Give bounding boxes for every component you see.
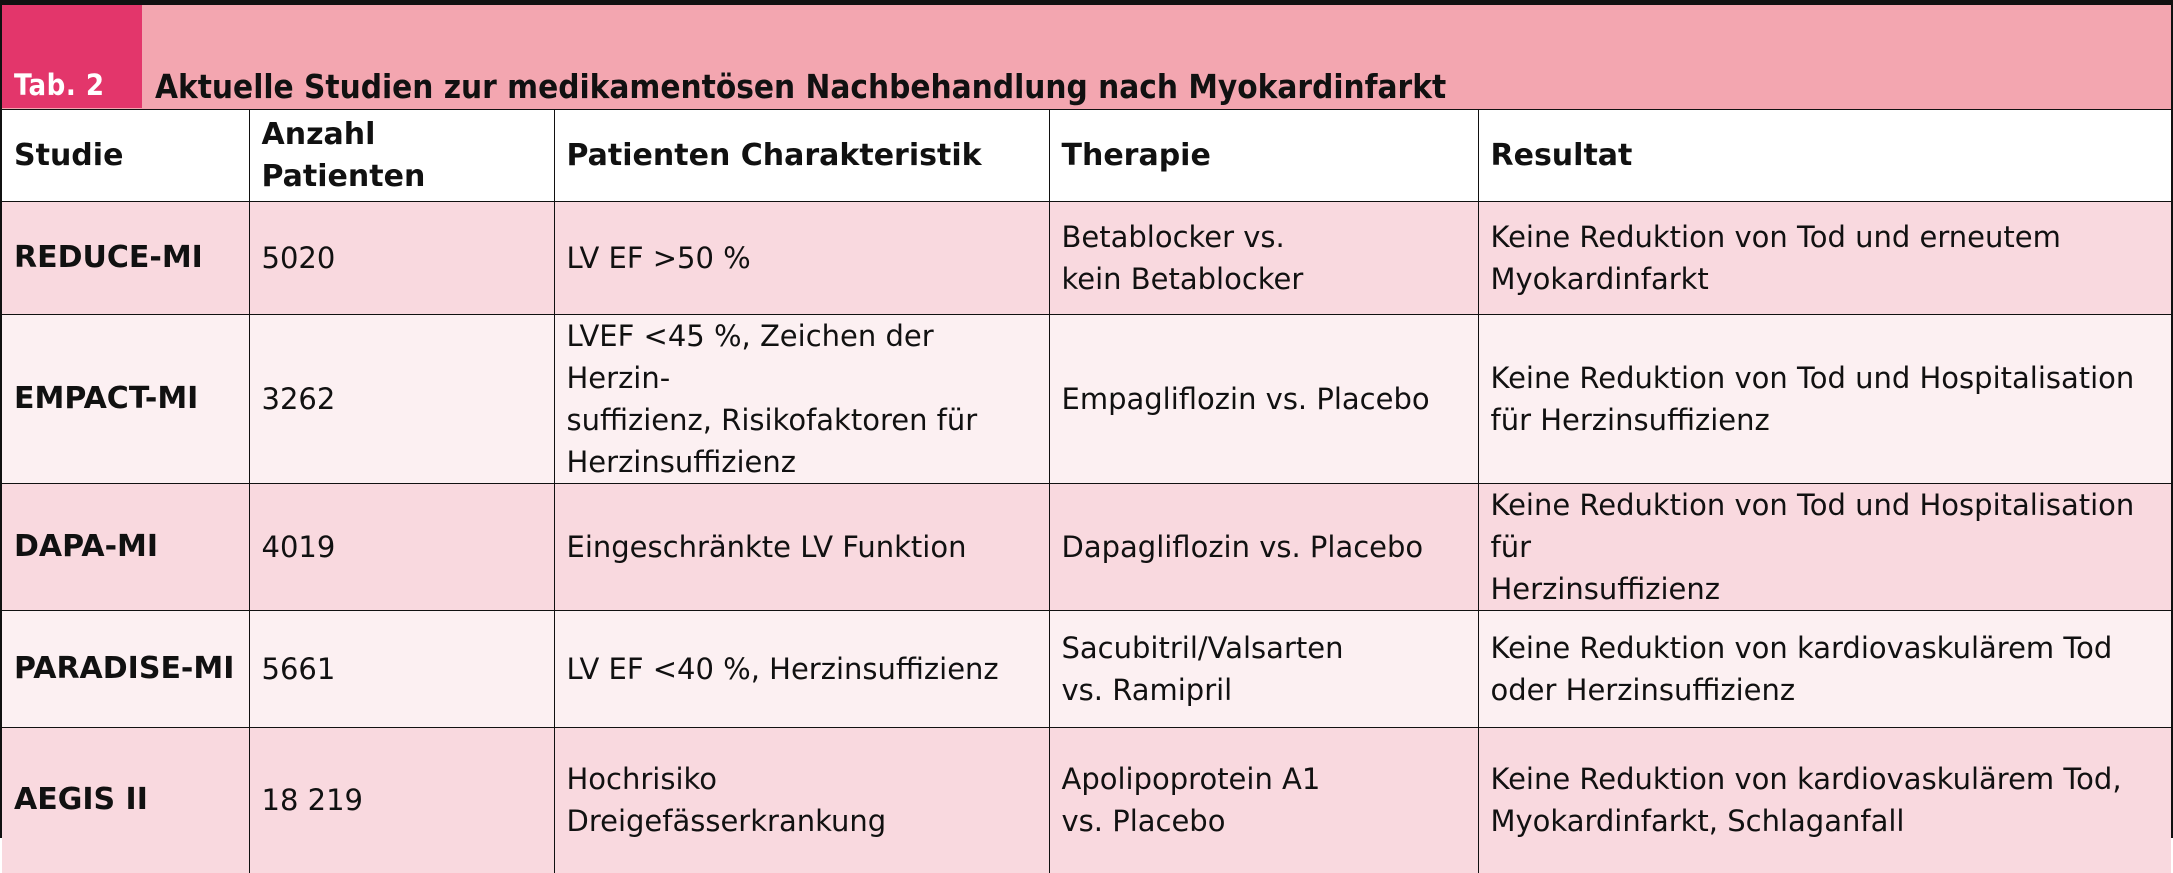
tab-number-box <box>2 5 142 108</box>
study-name-cell: PARADISE-MI <box>2 611 249 728</box>
characteristics-cell: Hochrisiko Dreigefässerkrankung <box>554 728 1049 873</box>
characteristics-cell: Eingeschränkte LV Funktion <box>554 484 1049 611</box>
study-name-cell: EMPACT-MI <box>2 315 249 484</box>
result-cell: Keine Reduktion von Tod und Hospitalisation für Herzinsuffizienz <box>1478 315 2171 484</box>
table-title: Aktuelle Studien zur medikamentösen Nachbehandlung nach Myokardinfarkt <box>155 67 1447 106</box>
therapy-cell: Sacubitril/Valsarten vs. Ramipril <box>1049 611 1478 728</box>
table-row <box>2 484 2171 611</box>
table-row <box>2 728 2171 873</box>
patient-count-cell: 4019 <box>249 484 554 611</box>
result-cell: Keine Reduktion von Tod und erneutem Myokardinfarkt <box>1478 202 2171 315</box>
column-header-anzahl-patienten: Anzahl Patienten <box>249 110 554 202</box>
result-cell: Keine Reduktion von Tod und Hospitalisation für Herzinsuffizienz <box>1478 484 2171 611</box>
patient-count-cell: 5020 <box>249 202 554 315</box>
patient-count-cell: 18 219 <box>249 728 554 873</box>
column-header-patienten-charakteristik: Patienten Charakteristik <box>554 110 1049 202</box>
characteristics-cell: LVEF <45 %, Zeichen der Herzin- suffizienz, Risikofaktoren für Herzinsuffizienz <box>554 315 1049 484</box>
therapy-cell: Betablocker vs. kein Betablocker <box>1049 202 1478 315</box>
therapy-cell: Dapagliflozin vs. Placebo <box>1049 484 1478 611</box>
study-name-cell: REDUCE-MI <box>2 202 249 315</box>
tab-label: Tab. 2 <box>14 68 105 102</box>
result-cell: Keine Reduktion von kardiovaskulärem Tod oder Herzinsuffizienz <box>1478 611 2171 728</box>
study-name-cell: DAPA-MI <box>2 484 249 611</box>
characteristics-cell: LV EF >50 % <box>554 202 1049 315</box>
studies-grid <box>2 110 2171 873</box>
result-cell: Keine Reduktion von kardiovaskulärem Tod, Myokardinfarkt, Schlaganfall <box>1478 728 2171 873</box>
patient-count-cell: 5661 <box>249 611 554 728</box>
table-row <box>2 315 2171 484</box>
therapy-cell: Empagliflozin vs. Placebo <box>1049 315 1478 484</box>
table-row <box>2 202 2171 315</box>
header-row <box>2 110 2171 202</box>
table-header-bar <box>2 5 2171 110</box>
column-header-therapie: Therapie <box>1049 110 1478 202</box>
patient-count-cell: 3262 <box>249 315 554 484</box>
table-row <box>2 611 2171 728</box>
characteristics-cell: LV EF <40 %, Herzinsuffizienz <box>554 611 1049 728</box>
column-header-studie: Studie <box>2 110 249 202</box>
study-name-cell: AEGIS II <box>2 728 249 873</box>
therapy-cell: Apolipoprotein A1 vs. Placebo <box>1049 728 1478 873</box>
column-header-resultat: Resultat <box>1478 110 2171 202</box>
